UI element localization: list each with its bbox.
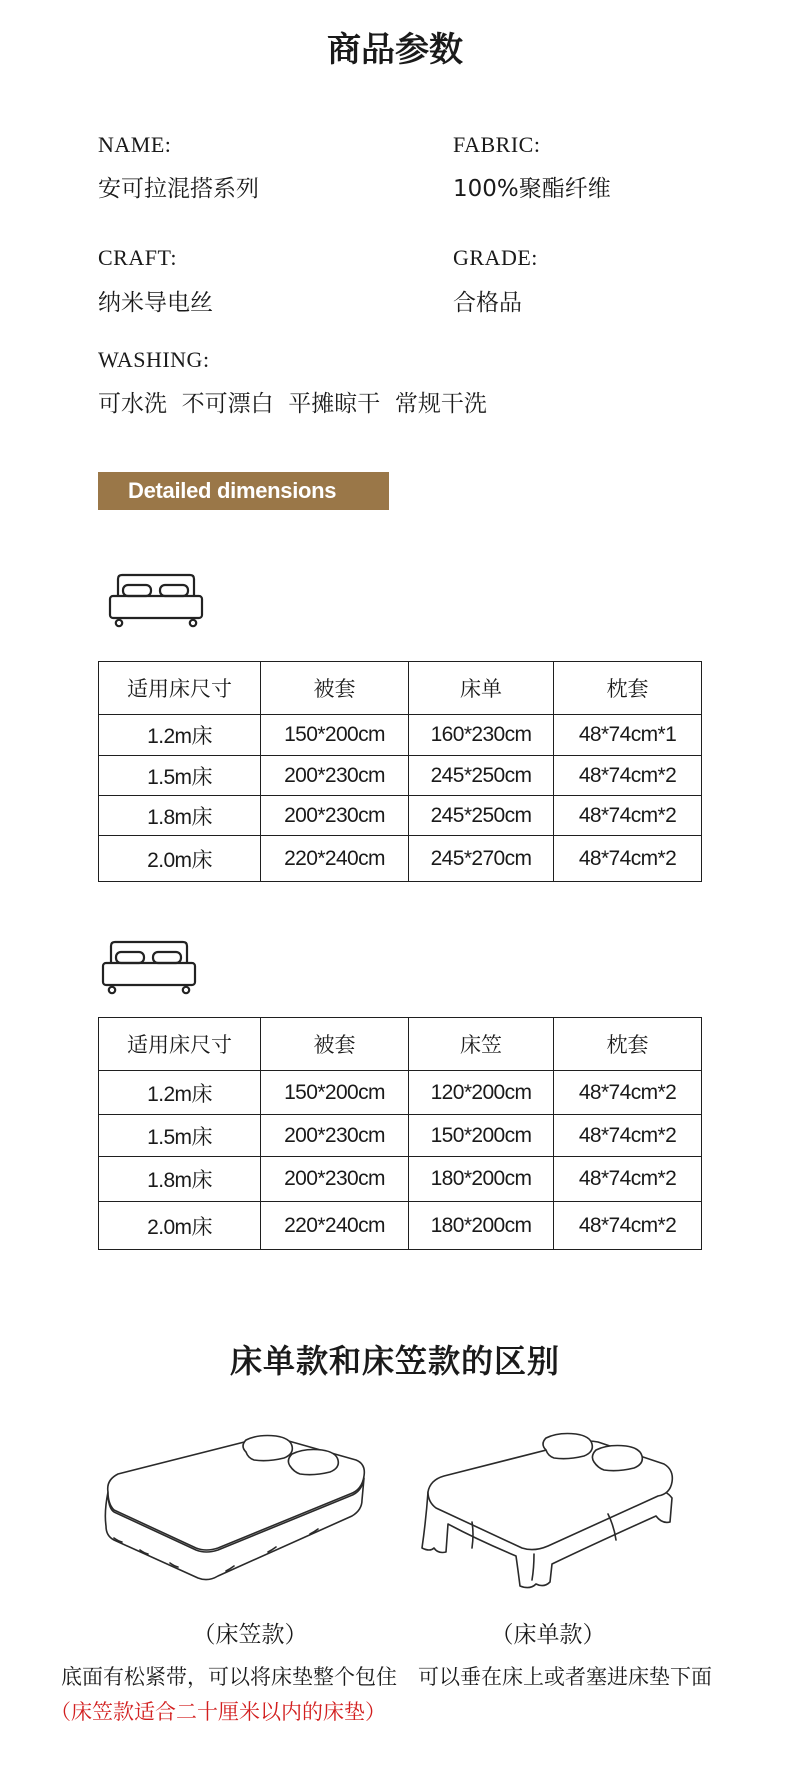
table-row xyxy=(99,796,702,836)
name-value: 安可拉混搭系列 xyxy=(98,176,259,202)
fitted-note: （床笠款适合二十厘米以内的床垫） xyxy=(50,1700,386,1724)
table-row xyxy=(99,715,702,756)
header-cell: 适用床尺寸 xyxy=(99,662,261,715)
fitted-sheet-bed-illustration xyxy=(100,1432,372,1592)
fitted-description: 底面有松紧带，可以将床垫整个包住 xyxy=(61,1665,397,1689)
table-cell: 1.2m床 xyxy=(99,715,261,756)
table-cell: 1.8m床 xyxy=(99,1157,261,1202)
fabric-value: 100%聚酯纤维 xyxy=(453,176,611,202)
table-cell: 180*200cm xyxy=(409,1157,554,1202)
table-cell: 150*200cm xyxy=(261,1071,409,1115)
washing-label: WASHING: xyxy=(98,347,210,372)
grade-value: 合格品 xyxy=(453,290,522,316)
table-cell: 200*230cm xyxy=(261,796,409,836)
table-cell: 245*270cm xyxy=(409,836,554,882)
table-cell: 1.5m床 xyxy=(99,1115,261,1157)
header-cell: 被套 xyxy=(261,1018,409,1071)
table-cell: 180*200cm xyxy=(409,1202,554,1250)
header-cell: 被套 xyxy=(261,662,409,715)
table-cell: 1.5m床 xyxy=(99,756,261,796)
table-cell: 150*200cm xyxy=(409,1115,554,1157)
table-header-row xyxy=(99,1018,702,1071)
table-cell: 220*240cm xyxy=(261,1202,409,1250)
difference-title: 床单款和床笠款的区别 xyxy=(229,1342,560,1380)
table-cell: 48*74cm*1 xyxy=(554,715,702,756)
table-cell: 48*74cm*2 xyxy=(554,756,702,796)
table-cell: 1.8m床 xyxy=(99,796,261,836)
table-cell: 220*240cm xyxy=(261,836,409,882)
header-cell: 床单 xyxy=(409,662,554,715)
header-cell: 床笠 xyxy=(409,1018,554,1071)
header-cell: 适用床尺寸 xyxy=(99,1018,261,1071)
header-cell: 枕套 xyxy=(554,662,702,715)
table-cell: 48*74cm*2 xyxy=(554,1157,702,1202)
fabric-label: FABRIC: xyxy=(453,132,541,157)
table-cell: 1.2m床 xyxy=(99,1071,261,1115)
flat-description: 可以垂在床上或者塞进床垫下面 xyxy=(418,1665,712,1689)
table-cell: 48*74cm*2 xyxy=(554,1071,702,1115)
craft-value: 纳米导电丝 xyxy=(98,290,213,316)
table-cell: 160*230cm xyxy=(409,715,554,756)
bed-icon xyxy=(108,570,204,630)
size-table-fitted xyxy=(98,1017,702,1250)
table-cell: 48*74cm*2 xyxy=(554,796,702,836)
table-cell: 48*74cm*2 xyxy=(554,1115,702,1157)
table-cell: 245*250cm xyxy=(409,756,554,796)
table-row xyxy=(99,1157,702,1202)
table-cell: 2.0m床 xyxy=(99,836,261,882)
size-table-sheet xyxy=(98,661,702,882)
table-row xyxy=(99,1071,702,1115)
table-cell: 200*230cm xyxy=(261,756,409,796)
bed-icon xyxy=(101,937,197,997)
craft-label: CRAFT: xyxy=(98,245,177,270)
table-cell: 2.0m床 xyxy=(99,1202,261,1250)
table-cell: 245*250cm xyxy=(409,796,554,836)
fitted-caption: （床笠款） xyxy=(192,1622,308,1648)
grade-label: GRADE: xyxy=(453,245,538,270)
page-title: 商品参数 xyxy=(327,30,463,70)
table-cell: 48*74cm*2 xyxy=(554,836,702,882)
table-cell: 120*200cm xyxy=(409,1071,554,1115)
table-cell: 150*200cm xyxy=(261,715,409,756)
table-row xyxy=(99,756,702,796)
table-cell: 200*230cm xyxy=(261,1115,409,1157)
table-row xyxy=(99,1115,702,1157)
table-row xyxy=(99,836,702,882)
table-header-row xyxy=(99,662,702,715)
table-cell: 200*230cm xyxy=(261,1157,409,1202)
flat-caption: （床单款） xyxy=(490,1622,606,1648)
table-cell: 48*74cm*2 xyxy=(554,1202,702,1250)
header-cell: 枕套 xyxy=(554,1018,702,1071)
name-label: NAME: xyxy=(98,132,172,157)
washing-value: 可水洗 不可漂白 平摊晾干 常规干洗 xyxy=(98,391,487,417)
table-row xyxy=(99,1202,702,1250)
flat-sheet-bed-illustration xyxy=(418,1430,680,1592)
detailed-dimensions-badge: Detailed dimensions xyxy=(98,472,389,510)
